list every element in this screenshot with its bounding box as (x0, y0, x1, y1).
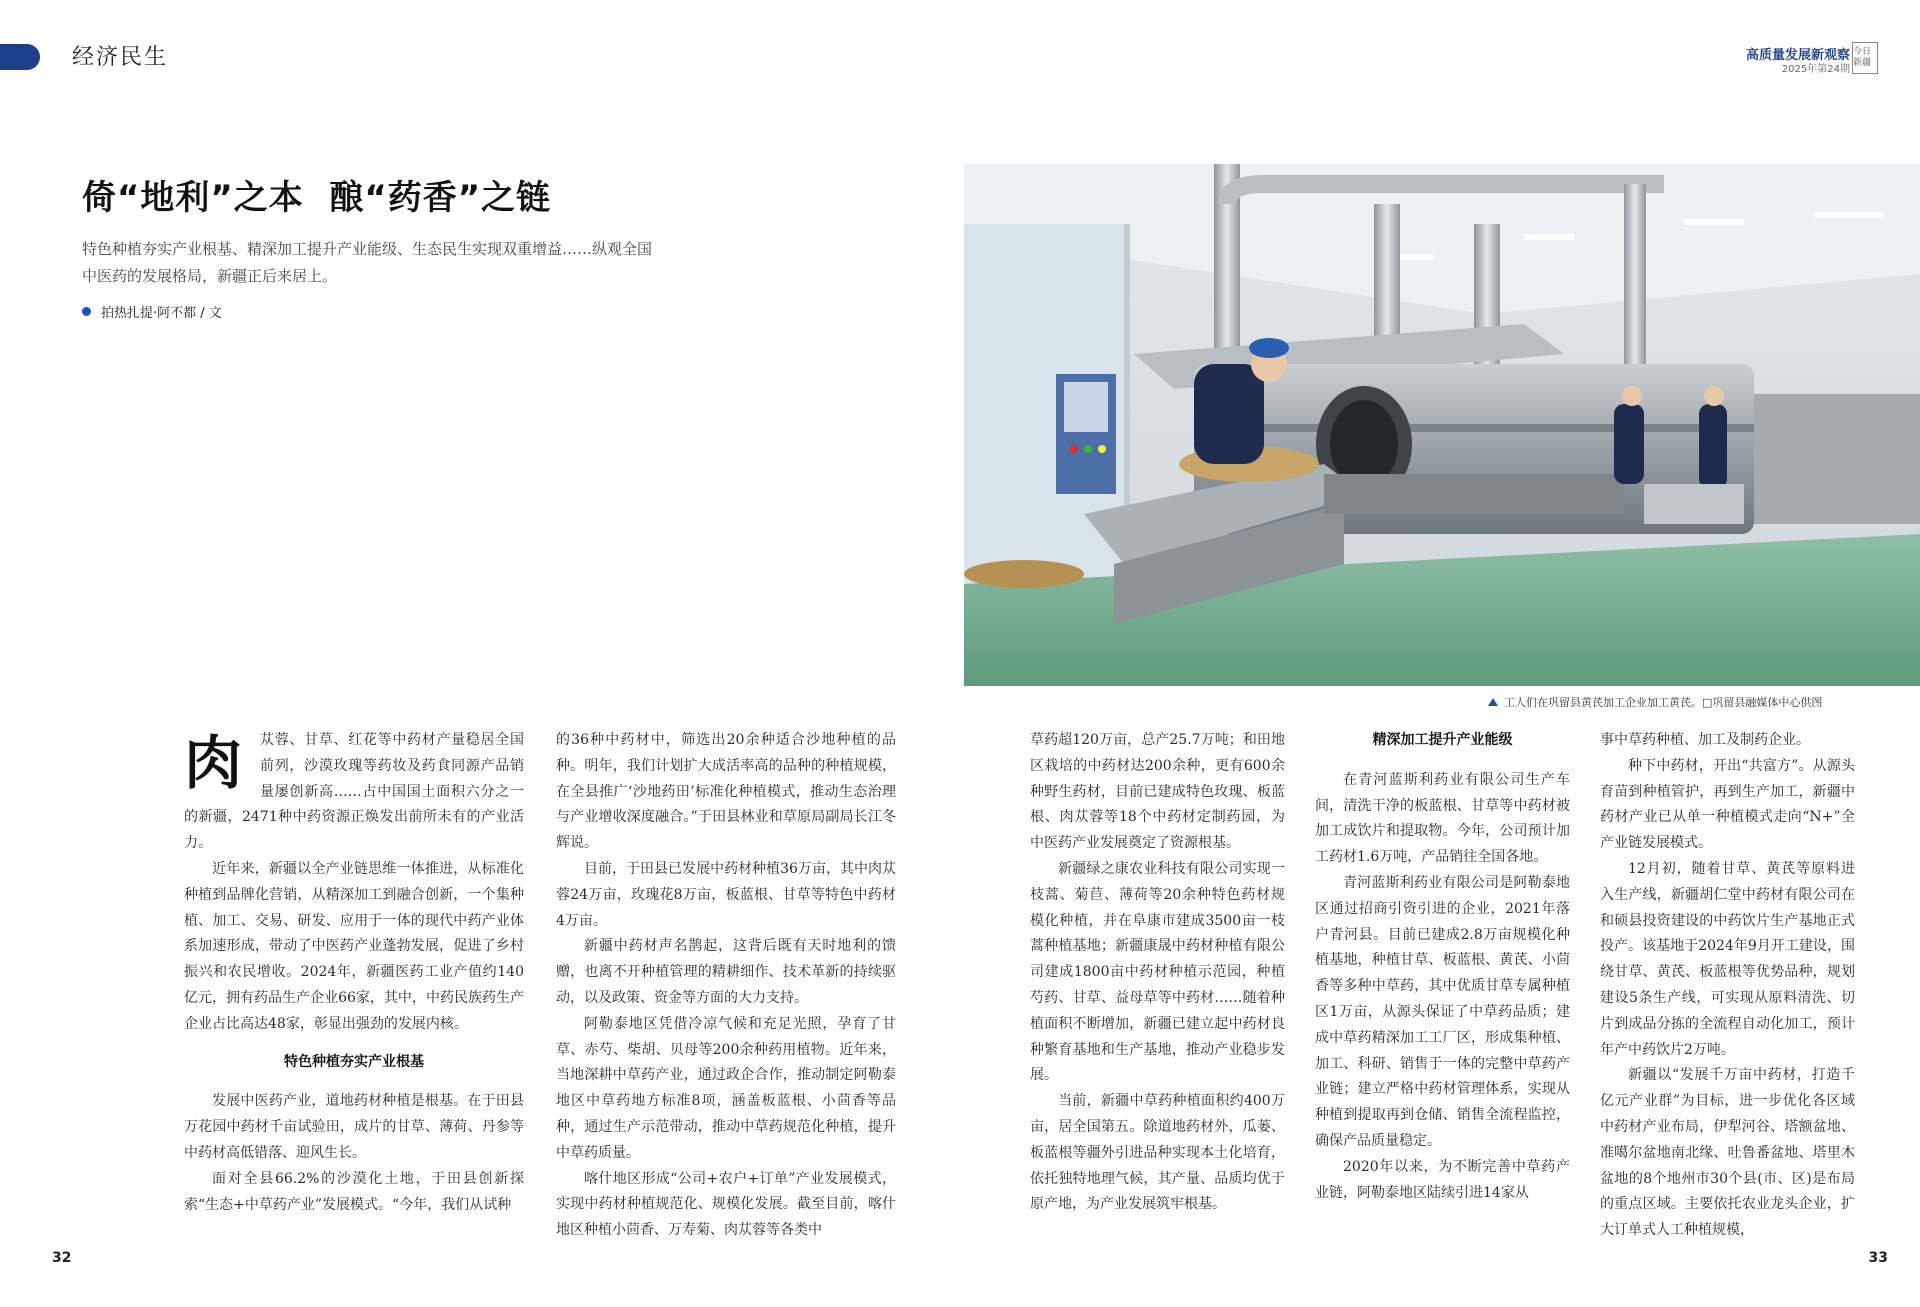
body-column-5 (1600, 728, 1855, 1244)
body-paragraph: 在青河蓝斯利药业有限公司生产车间，清洗干净的板蓝根、甘草等中药材被加工成饮片和提取物。今年，公司预计加工药材1.6万吨，产品销往全国各地。 (1315, 771, 1570, 866)
body-paragraph: 青河蓝斯利药业有限公司是阿勒泰地区通过招商引资引进的企业，2021年落户青河县。目前已建成2.8万亩规模化种植基地，种植甘草、板蓝根、黄芪、小茴香等多种中草药，其中优质甘草专属种植区1万亩，从源头保证了中草药品质；建成中草药精深加工工厂区，形成集种植、加工、科研、销售于一体的完整中草药产业链；建立严格中药材管理体系，实现从种植到提取再到仓储、销售全流程监控，确保产品质量稳定。 (1315, 874, 1570, 1149)
bullet-dot-icon (82, 307, 91, 316)
body-paragraph: 新疆中药材声名鹊起，这背后既有天时地利的馈赠，也离不开种植管理的精耕细作、技术革新的持续驱动，以及政策、资金等方面的大力支持。 (556, 938, 896, 1006)
body-paragraph: 事中草药种植、加工及制药企业。 (1600, 732, 1810, 748)
body-paragraph: 草药超120万亩，总产25.7万吨；和田地区栽培的中药材达200余种，更有600余种野生药材，目前已建成特色玫瑰、板蓝根、肉苁蓉等18个中药材定制药园，为中医药产业发展奠定了资源根基。 (1030, 732, 1285, 852)
body-paragraph: 近年来，新疆以全产业链思维一体推进，从标准化种植到品牌化营销，从精深加工到融合创新，一个集种植、加工、交易、研发、应用于一体的现代中药产业体系加速形成，带动了中医药产业蓬勃发展，促进了乡村振兴和农民增收。2024年，新疆医药工业产值约140亿元，拥有药品生产企业66家，其中，中药民族药生产企业占比高达48家，彰显出强劲的发展内核。 (184, 860, 524, 1032)
factory-photo-illustration (964, 164, 1920, 686)
article-headline: 倚“地利”之本 酿“药香”之链 (82, 178, 552, 218)
article-photo (964, 164, 1920, 686)
body-paragraph: 发展中医药产业，道地药材种植是根基。在于田县万花园中药材千亩试验田，成片的甘草、薄荷、丹参等中药材高低错落、迎风生长。 (184, 1093, 524, 1161)
body-paragraph: 的36种中药材中，筛选出20余种适合沙地种植的品种。明年，我们计划扩大成活率高的品种的种植规模，在全县推广‘沙地药田’标准化种植模式，推动生态治理与产业增收深度融合。”于田县林业和草原局副局长江冬辉说。 (556, 732, 896, 852)
drop-cap: 肉 (184, 729, 243, 797)
article-byline (82, 302, 222, 321)
body-paragraph: 12月初，随着甘草、黄芪等原料进入生产线，新疆胡仁堂中药材有限公司在和硕县投资建设的中药饮片生产基地正式投产。该基地于2024年9月开工建设，围绕甘草、黄芪、板蓝根等优势品种，规划建设5条生产线，可实现从原料清洗、切片到成品分拣的全流程自动化加工，预计年产中药饮片2万吨。 (1600, 860, 1855, 1058)
body-paragraph: 2020年以来，为不断完善中草药产业链，阿勒泰地区陆续引进14家从 (1315, 1158, 1570, 1201)
body-paragraph: 新疆以“发展千万亩中药材，打造千亿元产业群”为目标，进一步优化各区域中药材产业布局，伊犁河谷、塔额盆地、准噶尔盆地南北缘、吐鲁番盆地、塔里木盆地的8个地州市30个县(市、区)是布局的重点区域。主要依托农业龙头企业，扩大订单式人工种植规模， (1600, 1067, 1855, 1239)
opening-paragraph (184, 728, 524, 857)
body-column-1 (184, 728, 524, 1218)
body-column-3 (1030, 728, 1285, 1218)
caption-text: 工人们在巩留县黄芪加工企业加工黄芪。□巩留县融媒体中心供图 (1504, 696, 1823, 709)
body-paragraph: 当前，新疆中草药种植面积约400万亩，居全国第五。除道地药材外，瓜蒌、板蓝根等疆外引进品种实现本土化培育，依托独特地理气候，其产量、品质均优于原产地，为产业发展筑牢根基。 (1030, 1093, 1285, 1213)
body-paragraph: 阿勒泰地区凭借冷凉气候和充足光照，孕育了甘草、赤芍、柴胡、贝母等200余种药用植物。近年来，当地深耕中草药产业，通过政企合作，推动制定阿勒泰地区中草药地方标准8项，涵盖板蓝根、小茴香等品种，通过生产示范带动，推动中草药规范化种植，提升中草药质量。 (556, 1015, 896, 1161)
body-paragraph: 喀什地区形成“公司+农户+订单”产业发展模式，实现中药材种植规范化、规模化发展。截至目前，喀什地区种植小茴香、万寿菊、肉苁蓉等各类中 (556, 1170, 896, 1239)
body-paragraph: 面对全县66.2%的沙漠化土地，于田县创新探索“生态+中草药产业”发展模式。“今年，我们从试种 (184, 1170, 524, 1213)
subheading: 特色种植夯实产业根基 (284, 1053, 424, 1070)
subheading: 精深加工提升产业能级 (1372, 732, 1513, 748)
section-tab-marker (0, 44, 40, 70)
page-number-right: 33 (1868, 1250, 1888, 1266)
body-column-2 (556, 728, 896, 1244)
byline-text: 拍热扎提·阿不都 / 文 (101, 306, 222, 321)
article-lede: 特色种植夯实产业根基、精深加工提升产业能级、生态民生实现双重增益……纵观全国中医药的发展格局，新疆正后来居上。 (82, 240, 653, 285)
magazine-issue: 2025年第24期 (1781, 64, 1850, 75)
photo-caption (1488, 694, 1822, 710)
body-column-4 (1315, 728, 1570, 1206)
body-paragraph: 新疆绿之康农业科技有限公司实现一枝蒿、菊苣、薄荷等20余种特色药材规模化种植，并在阜康市建成3500亩一枝蒿种植基地；新疆康晟中药材种植有限公司建成1800亩中药材种植示范园，种植芍药、甘草、益母草等中药材……随着种植面积不断增加，新疆已建立起中药材良种繁育基地和生产基地，推动产业稳步发展。 (1030, 860, 1285, 1084)
page-number-left: 32 (52, 1250, 72, 1266)
body-paragraph: 苁蓉、甘草、红花等中药材产量稳居全国前列，沙漠玫瑰等药妆及药食同源产品销量屡创新高……占中国国土面积六分之一的新疆，2471种中药资源正焕发出前所未有的产业活力。 (184, 732, 524, 852)
magazine-logo (1852, 42, 1878, 74)
magazine-title: 高质量发展新观察 (1745, 48, 1850, 63)
body-paragraph: 目前，于田县已发展中药材种植36万亩，其中肉苁蓉24万亩，玫瑰花8万亩，板蓝根、甘草等特色中药材4万亩。 (556, 860, 896, 929)
logo-text: 今日新疆 (1853, 47, 1872, 68)
caption-triangle-icon (1488, 698, 1498, 706)
section-label: 经济民生 (72, 45, 169, 70)
body-paragraph: 种下中药材，开出“共富方”。从源头育苗到种植管护，再到生产加工，新疆中药材产业已从单一种植模式走向“N+”全产业链发展模式。 (1600, 757, 1855, 852)
